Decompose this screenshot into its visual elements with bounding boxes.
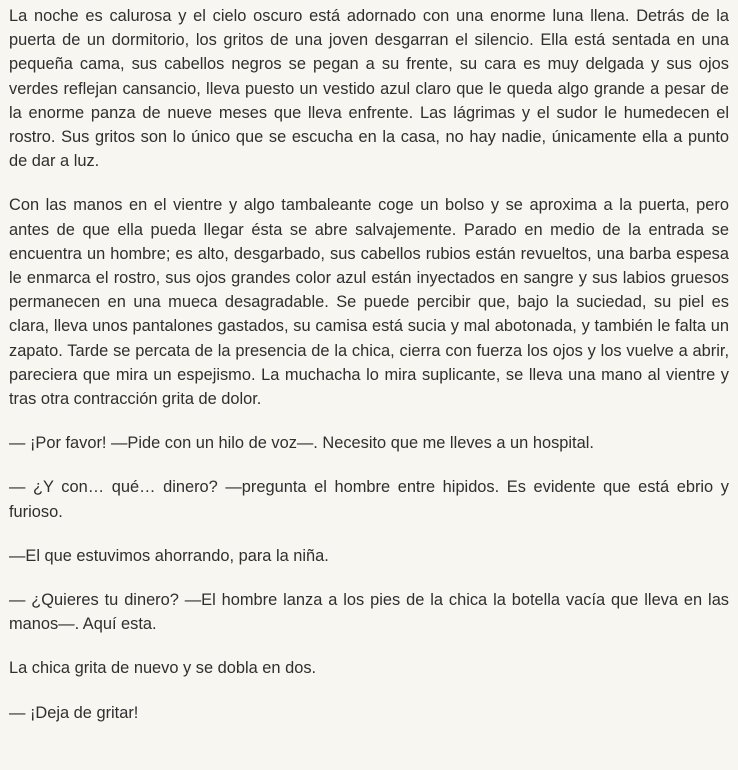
paragraph-5: —El que estuvimos ahorrando, para la niña. bbox=[9, 546, 329, 565]
paragraph-2: Con las manos en el vientre y algo tambaleante coge un bolso y se aproxima a la puerta, pero antes de que ella pueda llegar ésta se abre salvajemente. Parado en medio de la entrada se encuentra un hombre; es alto, desgarbado, sus cabellos rubios están revueltos, una barba espesa le enmarca el rostro, sus ojos grandes color azul están inyectados en sangre y sus labios gruesos permanecen en una mueca desagradable. Se puede percibir que, bajo la suciedad, su piel es clara, lleva unos pantalones gastados, su camisa está sucia y mal abotonada, y también le falta un zapato. Tarde se percata de la presencia de la chica, cierra con fuerza los ojos y los vuelve a abrir, pareciera que mira un espejismo. La muchacha lo mira suplicante, se lleva una mano al vientre y tras otra contracción grita de dolor. bbox=[9, 196, 729, 409]
paragraph-8: — ¡Deja de gritar! bbox=[9, 703, 139, 722]
paragraph-7: La chica grita de nuevo y se dobla en dos. bbox=[9, 659, 317, 678]
paragraph-1: La noche es calurosa y el cielo oscuro está adornado con una enorme luna llena. Detrás de la puerta de un dormitorio, los gritos de una joven desgarran el silencio. Ella está sentada en una pequeña cama, sus cabellos negros se pegan a su frente, su cara es muy delgada y sus ojos verdes reflejan cansancio, lleva puesto un vestido azul claro que le queda algo grande a pesar de la enorme panza de nueve meses que lleva enfrente. Las lágrimas y el sudor le humedecen el rostro. Sus gritos son lo único que se escucha en la casa, no hay nadie, únicamente ella a punto de dar a luz. bbox=[9, 7, 729, 171]
paragraph-4: — ¿Y con… qué… dinero? —pregunta el hombre entre hipidos. Es evidente que está ebrio y furioso. bbox=[9, 478, 729, 521]
paragraph-6: — ¿Quieres tu dinero? —El hombre lanza a los pies de la chica la botella vacía que lleva en las manos—. Aquí esta. bbox=[9, 591, 729, 634]
paragraph-3: — ¡Por favor! —Pide con un hilo de voz—. Necesito que me lleves a un hospital. bbox=[9, 434, 594, 453]
